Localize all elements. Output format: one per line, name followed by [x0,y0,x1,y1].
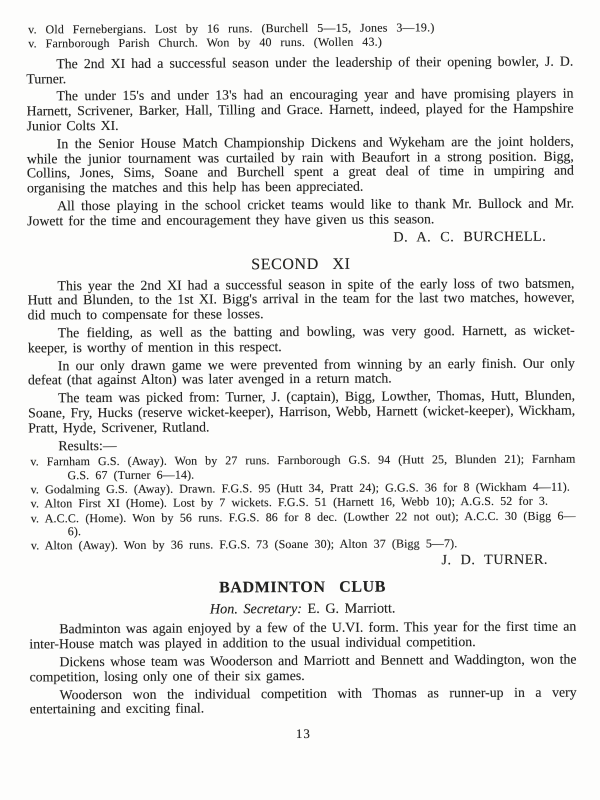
match-result-line: v. Farnborough Parish Church. Won by 40 runs. (Wollen 43.) [28,34,383,51]
paragraph: In the Senior House Match Championship Dickens and Wykeham are the joint holders, while the junior tournament was curtailed by rain with Beaufort in a strong position. Bigg, Collins, Jones, Sims, Soane and Burchell spent a great deal of time in umpiring and organising the matches and this help has been appreciated. [26,133,574,196]
paragraph: Badminton was again enjoyed by a few of the U.VI. form. This year for the first time an inter-House match was played in addition to the usual individual competition. [29,618,577,652]
secretary-line [29,600,576,620]
match-result-line: v. Farnham G.S. (Away). Won by 27 runs. Farnborough G.S. 94 (Hutt 25, Blunden 21); Farnham G.S. 67 (Turner 6—14). [30,451,576,482]
results-list [28,453,576,553]
page-number: 13 [295,726,311,742]
match-result-line: v. Old Fernebergians. Lost by 16 runs. (Burchell 5—15, Jones 3—19.) [28,20,435,37]
section-heading-badminton: BADMINTON CLUB [219,578,387,597]
paragraph: Dickens whose team was Wooderson and Marriott and Bennett and Waddington, won the competition, losing only one of their six games. [29,651,577,685]
paragraph: The under 15's and under 13's had an encouraging year and have promising players in Harnett, Scrivener, Barker, Hall, Tilling and Grace. Harnett, indeed, played for the Hampshire Junior Colts XI. [26,85,574,134]
results-label: Results:— [58,437,117,453]
paragraph: In our only drawn game we were prevented from winning by an early finish. Our only defeat (that against Alton) was later avenged in a return match. [27,355,575,388]
page-content [26,21,577,743]
section-heading-second-xi: SECOND XI [251,255,351,273]
paragraph: Wooderson won the individual competition with Thomas as runner-up in a very entertaining and exciting final. [29,684,577,717]
author-signature: J. D. TURNER. [441,552,548,569]
paragraph: This year the 2nd XI had a successful season in spite of the early loss of two batsmen, Hutt and Blunden, to the 1st XI. Bigg's arrival in the team for the last two matches, however, did much to compensate for these losses. [27,275,575,323]
secretary-name: E. G. Marriott. [307,600,396,618]
author-signature: D. A. C. BURCHELL. [393,228,547,246]
paragraph: The 2nd XI had a successful season under the leadership of their opening bowler, J. D. Turner. [26,53,574,87]
secretary-label: Hon. Secretary: [209,601,303,618]
paragraph: The fielding, as well as the batting and bowling, was very good. Harnett, as wicket-keeper, is worthy of mention in this respect. [27,322,575,356]
match-result-line: v. Alton First XI (Home). Lost by 7 wickets. F.G.S. 51 (Harnett 16, Webb 10); A.G.S. 52 for 3. [30,493,549,511]
match-result-line: v. Alton (Away). Won by 36 runs. F.G.S. 73 (Soane 30); Alton 37 (Bigg 5—7). [30,536,458,553]
match-result-line: v. Godalming G.S. (Away). Drawn. F.G.S. 95 (Hutt 34, Pratt 24); G.G.S. 36 for 8 (Wickham 4—11). [30,479,570,497]
match-result-line: v. A.C.C. (Home). Won by 56 runs. F.G.S. 86 for 8 dec. (Lowther 22 not out); A.C.C. 30 (Bigg 6—6). [30,508,576,539]
paragraph: All those playing in the school cricket teams would like to thank Mr. Bullock and Mr. Jowett for the time and encouragement they have given us this season. [27,195,575,229]
paragraph: The team was picked from: Turner, J. (captain), Bigg, Lowther, Thomas, Hutt, Blunden, Soane, Fry, Hucks (reserve wicket-keeper), Harrison, Webb, Harnett (wicket-keeper), Wickham, Pratt, Hyde, Scrivener, Rutland. [28,387,576,436]
